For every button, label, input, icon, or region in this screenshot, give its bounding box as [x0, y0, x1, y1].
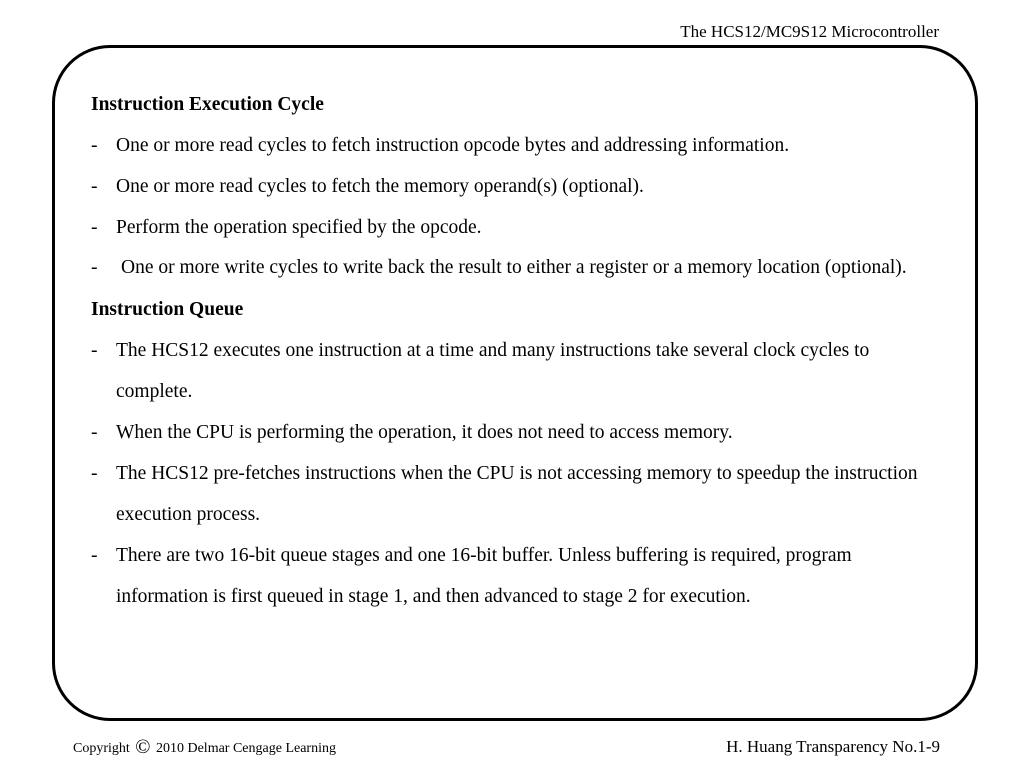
bullet-dash: - [91, 217, 98, 238]
copyright-text: 2010 Delmar Cengage Learning [155, 741, 336, 756]
slide-content [91, 84, 943, 617]
copyright-icon: © [135, 736, 151, 758]
list-item [91, 166, 943, 207]
list-item-text: One or more write cycles to write back the result to either a register or a memory location (optional). [121, 257, 907, 278]
list-item-text: When the CPU is performing the operation, it does not need to access memory. [116, 422, 733, 443]
bullet-dash: - [91, 257, 98, 278]
bullet-dash: - [91, 545, 98, 566]
bullet-dash: - [91, 463, 98, 484]
bullet-dash: - [91, 176, 98, 197]
list-item-text: Perform the operation specified by the opcode. [116, 217, 482, 238]
list-item [91, 412, 943, 453]
copyright-label: Copyright [73, 741, 130, 756]
list-item-text: The HCS12 executes one instruction at a time and many instructions take several clock cycles to complete. [116, 340, 870, 402]
list-item [91, 248, 943, 289]
list-item [91, 453, 943, 535]
bullet-dash: - [91, 135, 98, 156]
footer-copyright [73, 735, 336, 761]
list-item-text: One or more read cycles to fetch instruction opcode bytes and addressing information. [116, 135, 790, 156]
list-item-text: One or more read cycles to fetch the memory operand(s) (optional). [116, 176, 644, 197]
list-item [91, 535, 943, 617]
list-item [91, 207, 943, 248]
bullet-dash: - [91, 340, 98, 361]
list-item [91, 125, 943, 166]
header-title: The HCS12/MC9S12 Microcontroller [680, 22, 939, 41]
list-item [91, 330, 943, 412]
list-item-text: The HCS12 pre-fetches instructions when the CPU is not accessing memory to speedup the instruction execution process. [116, 463, 918, 525]
footer-transparency-number: H. Huang Transparency No.1-9 [726, 737, 940, 756]
bullet-dash: - [91, 422, 98, 443]
list-item-text: There are two 16-bit queue stages and one 16-bit buffer. Unless buffering is required, program information is first queued in stage 1, and then advanced to stage 2 for execution. [116, 545, 852, 607]
section-heading-instruction-queue: Instruction Queue [91, 299, 244, 320]
section-heading-execution-cycle: Instruction Execution Cycle [91, 94, 324, 115]
